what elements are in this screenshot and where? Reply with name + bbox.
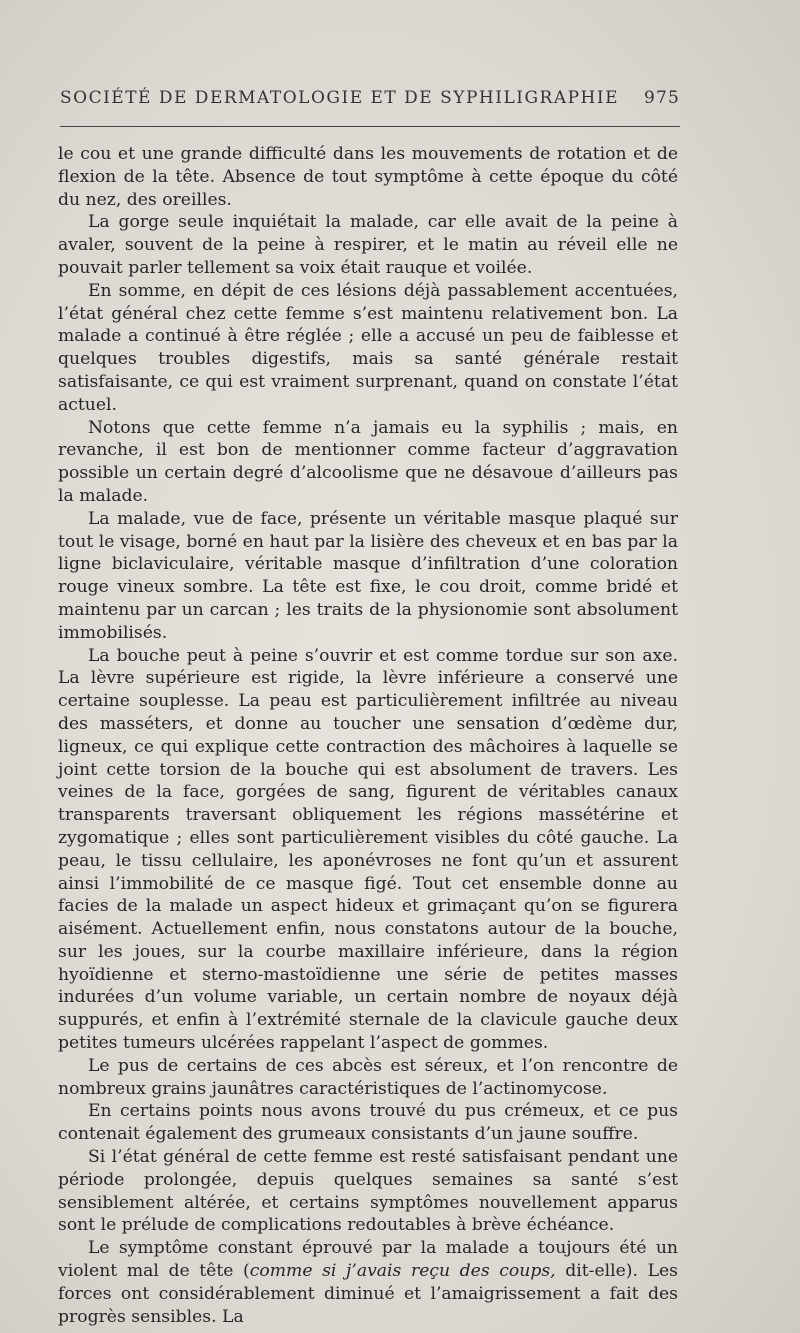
text-run: dit-elle). Les forces ont considérablement diminué et l’amaigrissement a fait des progrès sensibles. La (58, 1261, 678, 1327)
paragraph-last (58, 1237, 678, 1328)
paragraph: En somme, en dépit de ces lésions déjà passablement accentuées, l’état général chez cette femme s’est maintenu relativement bon. La malade a continué à être réglée ; elle a accusé un peu de faiblesse et quelques troubles digestifs, mais sa santé générale restait satisfaisante, ce qui est vraiment surprenant, quand on constate l’état actuel. (58, 280, 678, 415)
page-number: 975 (643, 88, 680, 108)
running-header (60, 88, 680, 118)
paragraph: Notons que cette femme n’a jamais eu la syphilis ; mais, en revanche, il est bon de mentionner comme facteur d’aggravation possible un certain degré d’alcoolisme que ne désavoue d’ailleurs pas la malade. (58, 417, 678, 506)
paragraph: le cou et une grande difficulté dans les mouvements de rotation et de flexion de la tête. Absence de tout symptôme à cette époque du côté du nez, des oreilles. (58, 144, 678, 210)
paragraph: La gorge seule inquiétait la malade, car elle avait de la peine à avaler, souvent de la peine à respirer, et le matin au réveil elle ne pouvait parler tellement sa voix était rauque et voilée. (58, 212, 678, 278)
journal-title: SOCIÉTÉ DE DERMATOLOGIE ET DE SYPHILIGRAPHIE (60, 88, 620, 108)
body-text (58, 143, 678, 1328)
text-run: Le symptôme constant éprouvé par la malade a toujours été un violent mal de tête ( (58, 1238, 678, 1282)
paragraph: La bouche peut à peine s’ouvrir et est comme tordue sur son axe. La lèvre supérieure est rigide, la lèvre inférieure a conservé une certaine souplesse. La peau est particulièrement infiltrée au niveau des masséters, et donne au toucher une sensation d’œdème dur, ligneux, ce qui explique cette contraction des mâchoires à laquelle se joint cette torsion de la bouche qui est absolument de travers. Les veines de la face, gorgées de sang, figurent de véritables canaux transparents traversant obliquement les régions massétérine et zygomatique ; elles sont particulièrement visibles du côté gauche. La peau, le tissu cellulaire, les aponévroses ne font qu’un et assurent ainsi l’immobilité de ce masque figé. Tout cet ensemble donne au facies de la malade un aspect hideux et grimaçant qu’on se figurera aisément. Actuellement enfin, nous constatons autour de la bouche, sur les joues, sur la courbe maxillaire inférieure, dans la région hyoïdienne et sterno-mastoïdienne une série de petites masses indurées d’un volume variable, un certain nombre de noyaux déjà suppurés, et enfin à l’extrémité sternale de la clavicule gauche deux petites tumeurs ulcérées rappelant l’aspect de gommes. (58, 645, 678, 1054)
italic-quote: comme si j’avais reçu des coups, (249, 1261, 556, 1282)
paragraph: Le pus de certains de ces abcès est séreux, et l’on rencontre de nombreux grains jaunâtres caractéristiques de l’actinomycose. (58, 1055, 678, 1099)
header-rule (60, 126, 680, 127)
paragraph: Si l’état général de cette femme est resté satisfaisant pendant une période prolongée, depuis quelques semaines sa santé s’est sensiblement altérée, et certains symptômes nouvellement apparus sont le prélude de complications redoutables à brève échéance. (58, 1147, 678, 1236)
paragraph: En certains points nous avons trouvé du pus crémeux, et ce pus contenait également des grumeaux consistants d’un jaune souffre. (58, 1101, 678, 1145)
paragraph: La malade, vue de face, présente un véritable masque plaqué sur tout le visage, borné en haut par la lisière des cheveux et en bas par la ligne biclaviculaire, véritable masque d’infiltration d’une coloration rouge vineux sombre. La tête est fixe, le cou droit, comme bridé et maintenu par un carcan ; les traits de la physionomie sont absolument immobilisés. (58, 508, 678, 643)
